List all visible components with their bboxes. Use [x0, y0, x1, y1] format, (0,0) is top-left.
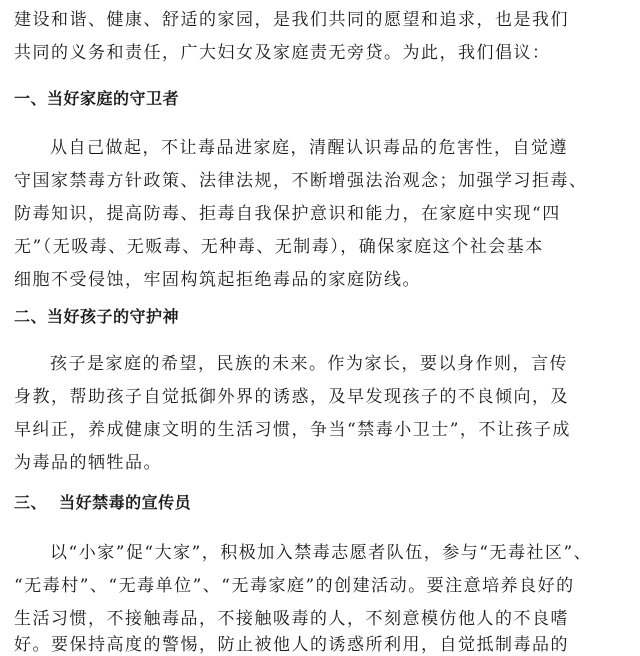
- paragraph-line: 生活习惯，不接触毒品，不接触吸毒的人，不刻意模仿他人的不良嗜: [14, 609, 569, 629]
- paragraph-line: 身教，帮助孩子自觉抵御外界的诱惑，及早发现孩子的不良倾向，及: [14, 387, 569, 407]
- paragraph-line: 早纠正，养成健康文明的生活习惯，争当“禁毒小卫士”，不让孩子成: [14, 420, 571, 440]
- section-heading: 三、 当好禁毒的宣传员: [14, 493, 192, 512]
- paragraph-line: 无”（无吸毒、无贩毒、无种毒、无制毒），确保家庭这个社会基本: [14, 237, 544, 257]
- paragraph-line: “无毒村”、“无毒单位”、“无毒家庭”的创建活动。要注意培养良好的: [14, 576, 575, 596]
- paragraph-line: 守国家禁毒方针政策、法律法规，不断增强法治观念；加强学习拒毒、: [14, 171, 588, 191]
- intro-line: 建设和谐、健康、舒适的家园，是我们共同的愿望和追求，也是我们: [14, 10, 569, 30]
- paragraph-line: 好。要保持高度的警惕，防止被他人的诱惑所利用，自觉抵制毒品的: [14, 635, 569, 655]
- paragraph-line: 以“小家”促“大家”，积极加入禁毒志愿者队伍，参与“无毒社区”、: [50, 543, 593, 563]
- paragraph-line: 孩子是家庭的希望，民族的未来。作为家长，要以身作则，言传: [50, 354, 568, 374]
- paragraph-line: 为毒品的牺牲品。: [14, 453, 162, 473]
- paragraph-line: 从自己做起，不让毒品进家庭，清醒认识毒品的危害性，自觉遵: [50, 138, 568, 158]
- section-heading: 一、当好家庭的守卫者: [14, 89, 180, 108]
- paragraph-line: 防毒知识，提高防毒、拒毒自我保护意识和能力，在家庭中实现“四: [14, 204, 561, 224]
- section-heading: 二、当好孩子的守护神: [14, 307, 180, 326]
- intro-line: 共同的义务和责任，广大妇女及家庭责无旁贷。为此，我们倡议：: [14, 43, 551, 63]
- paragraph-line: 细胞不受侵蚀，牢固构筑起拒绝毒品的家庭防线。: [14, 270, 421, 290]
